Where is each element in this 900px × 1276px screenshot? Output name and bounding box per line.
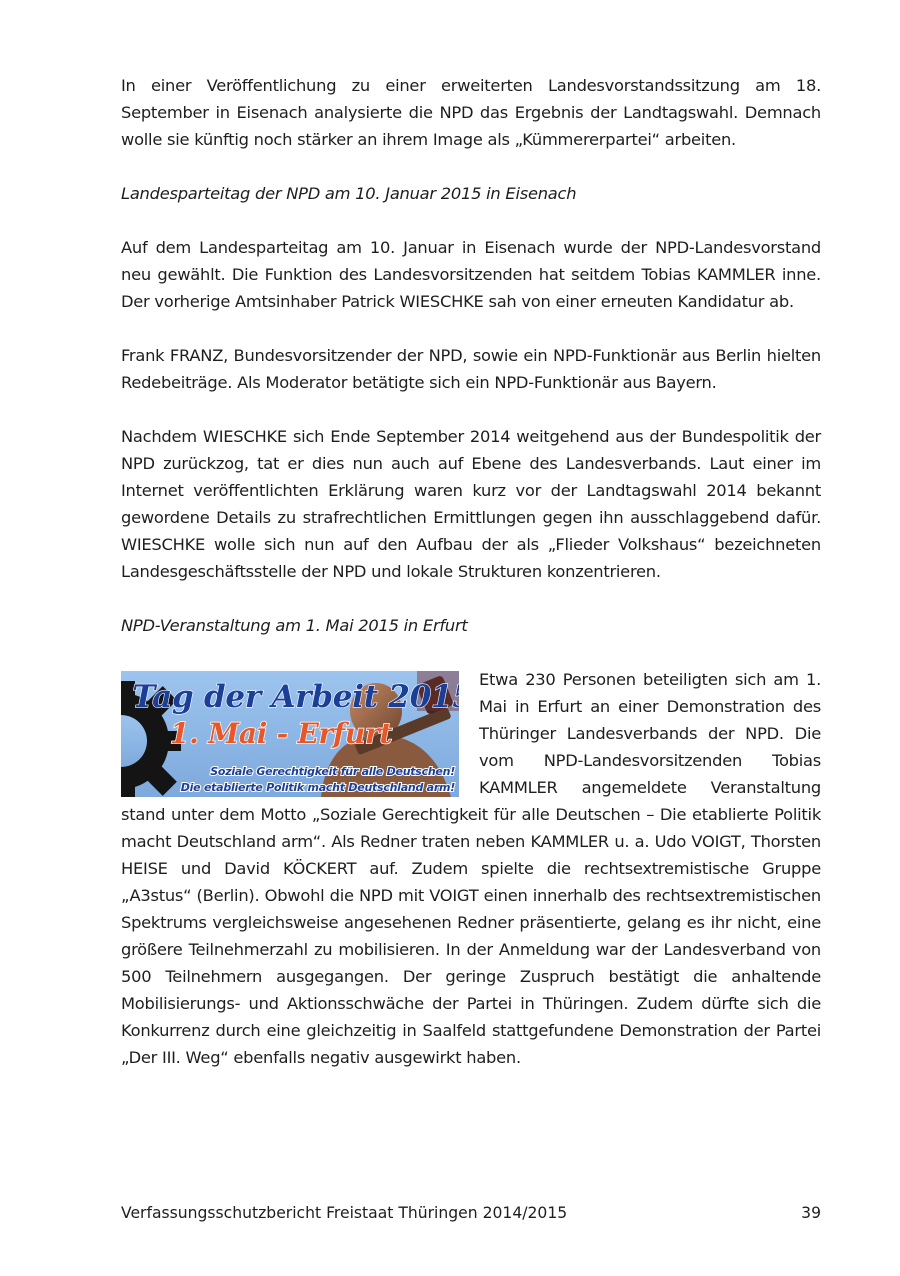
banner-slogan-1: Soziale Gerechtigkeit für alle Deutschen! — [210, 765, 455, 778]
section-heading-erfurt: NPD-Veranstaltung am 1. Mai 2015 in Erfurt — [121, 616, 468, 635]
page-number: 39 — [801, 1204, 821, 1222]
paragraph-5: Etwa 230 Personen beteiligten sich am 1. Mai in Erfurt an einer Demonstration des Thüringer Landesverbands der NPD. Die vom NPD-Landesvorsitzenden Tobias KAMMLER angemeldete Veranstaltung stand unter dem Motto „Soziale Gerechtigkeit für alle Deutschen – Die etablierte Politik macht Deutschland arm“. Als Redner traten neben KAMMLER u. a. Udo VOIGT, Thorsten HEISE und David KÖCKERT auf. Zudem spielte die rechtsextremistische Gruppe „A3stus“ (Berlin). Obwohl die NPD mit VOIGT einen innerhalb des rechtsextremistischen Spektrums vergleichsweise angesehenen Redner präsentierte, gelang es ihr nicht, eine größere Teilnehmerzahl zu mobilisieren. In der Anmeldung war der Landesverband von 500 Teilnehmern ausgegangen. Der geringe Zuspruch bestätigt die anhaltende Mobilisierungs- und Aktionsschwäche der Partei in Thüringen. Zudem dürfte sich die Konkurrenz durch eine gleichzeitig in Saalfeld stattgefundene Demonstration der Partei „Der III. Weg“ ebenfalls negativ ausgewirkt haben. — [121, 670, 821, 1067]
section-heading-parteitag: Landesparteitag der NPD am 10. Januar 2015 in Eisenach — [121, 184, 577, 203]
paragraph-3: Frank FRANZ, Bundesvorsitzender der NPD, sowie ein NPD-Funktionär aus Berlin hielten Redebeiträge. Als Moderator betätigte sich ein NPD-Funktionär aus Bayern. — [121, 346, 821, 392]
banner-subtitle: 1. Mai - Erfurt — [169, 717, 393, 750]
event-banner-image — [121, 671, 459, 797]
paragraph-4: Nachdem WIESCHKE sich Ende September 2014 weitgehend aus der Bundespolitik der NPD zurückzog, tat er dies nun auch auf Ebene des Landesverbands. Laut einer im Internet veröffentlichten Erklärung waren kurz vor der Landtagswahl 2014 bekannt gewordene Details zu strafrechtlichen Ermittlungen gegen ihn ausschlaggebend dafür. WIESCHKE wolle sich nun auf den Aufbau der als „Flieder Volkshaus“ bezeichneten Landesgeschäftsstelle der NPD und lokale Strukturen konzentrieren. — [121, 427, 821, 581]
footer-title: Verfassungsschutzbericht Freistaat Thüringen 2014/2015 — [121, 1204, 568, 1222]
paragraph-1: In einer Veröffentlichung zu einer erweiterten Landesvorstandssitzung am 18. September in Eisenach analysierte die NPD das Ergebnis der Landtagswahl. Demnach wolle sie künftig noch stärker an ihrem Image als „Kümmererpartei“ arbeiten. — [121, 76, 821, 149]
paragraph-2: Auf dem Landesparteitag am 10. Januar in Eisenach wurde der NPD-Landesvorstand neu gewählt. Die Funktion des Landesvorsitzenden hat seitdem Tobias KAMMLER inne. Der vorherige Amtsinhaber Patrick WIESCHKE sah von einer erneuten Kandidatur ab. — [121, 238, 821, 311]
banner-title: Tag der Arbeit 2015 — [132, 679, 459, 715]
page-footer — [121, 1204, 821, 1222]
main-content — [121, 72, 821, 1098]
banner-slogan-2: Die etablierte Politik macht Deutschland arm! — [180, 781, 455, 794]
